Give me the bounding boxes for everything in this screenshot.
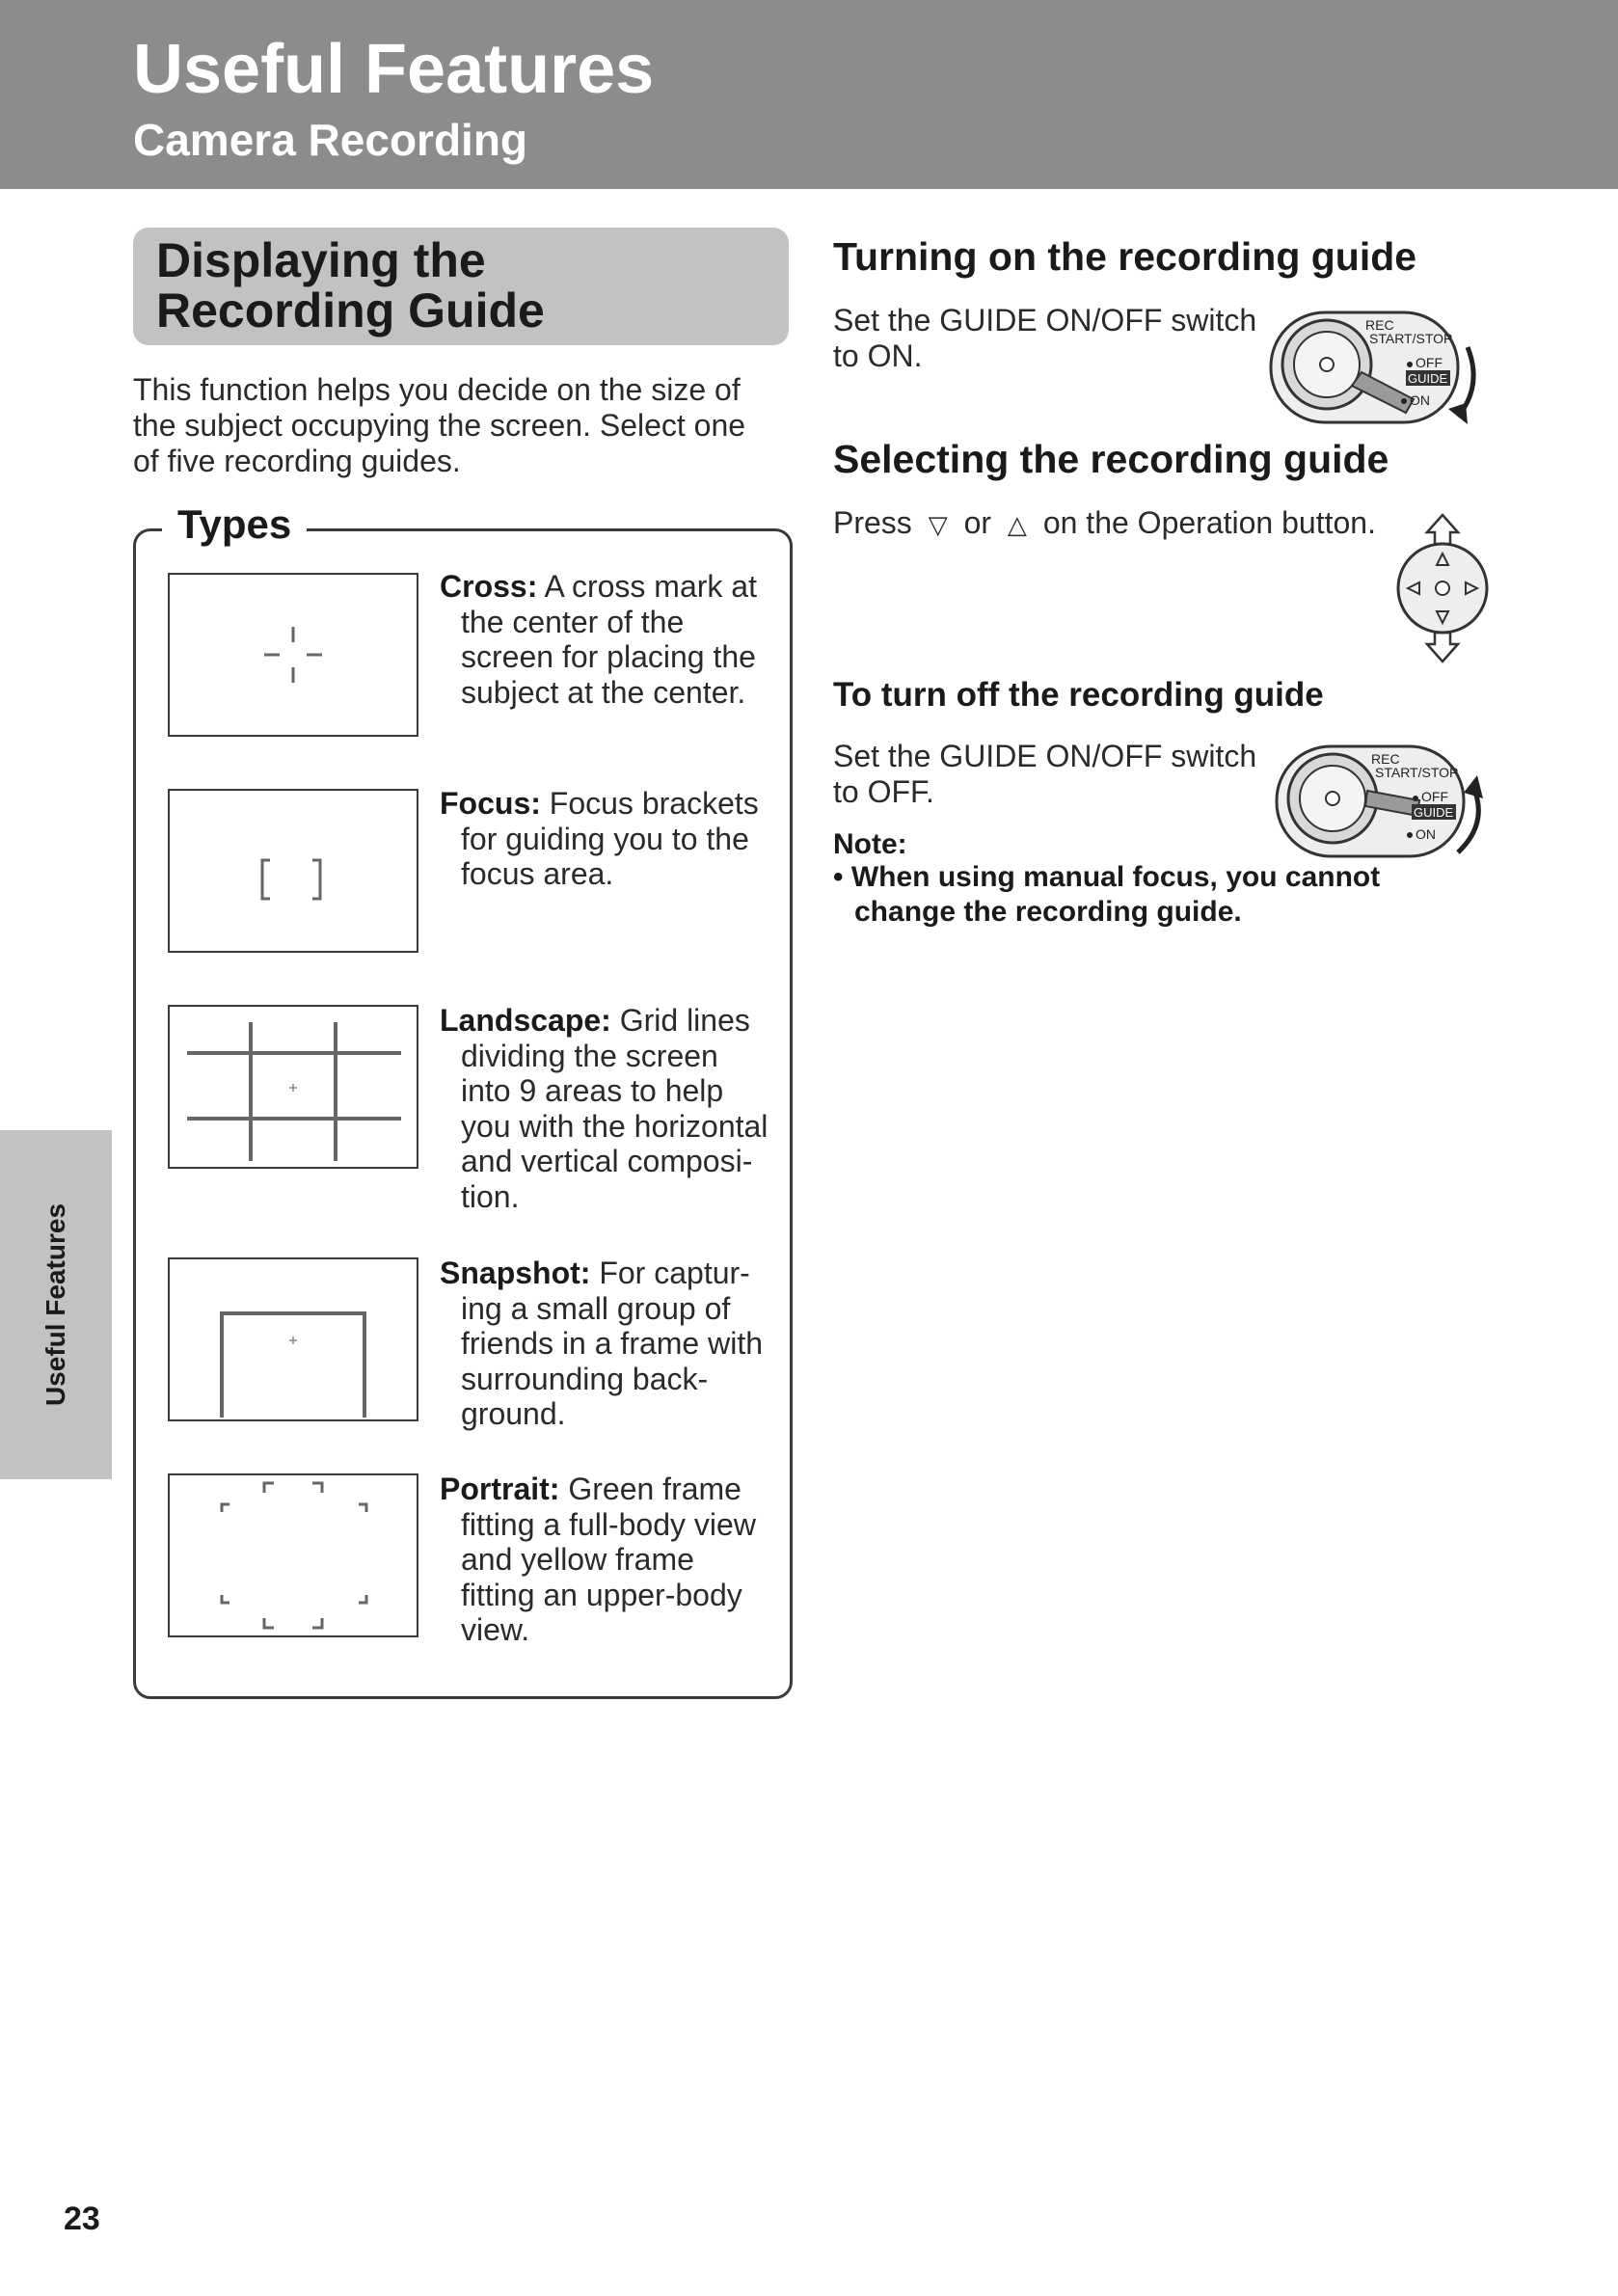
operation-button-diagram: [1394, 511, 1491, 665]
portrait-guide-illustration: [168, 1473, 418, 1637]
up-symbol-icon: △: [1007, 510, 1027, 539]
rec-label: REC: [1371, 751, 1400, 767]
note-item: [833, 860, 1392, 930]
snapshot-frame-icon: [170, 1259, 417, 1419]
select-heading: Selecting the recording guide: [833, 437, 1389, 481]
guide-label: GUIDE: [1414, 805, 1454, 820]
portrait-frame-icon: [170, 1475, 417, 1635]
page-header: [0, 0, 1618, 189]
turn-off-heading: To turn off the recording guide: [833, 676, 1324, 714]
off-label: OFF: [1416, 355, 1443, 370]
turn-off-line: to OFF.: [833, 774, 934, 809]
side-tab-label: Useful Features: [40, 1202, 70, 1407]
landscape-line: dividing the screen: [461, 1038, 718, 1073]
cross-line: the center of the: [461, 604, 685, 639]
page-number: 23: [64, 2201, 100, 2237]
or-word: or: [963, 505, 992, 540]
note-title: Note:: [833, 828, 907, 860]
snapshot-line: For captur-: [599, 1256, 750, 1290]
select-suffix: on the Operation button.: [1042, 505, 1376, 540]
start-stop-label: START/STOP: [1375, 765, 1459, 780]
focus-line: Focus brackets: [549, 786, 759, 821]
turn-off-text: [833, 739, 1267, 810]
portrait-line: and yellow frame: [461, 1542, 694, 1577]
intro-line: This function helps you decide on the size of: [133, 372, 741, 407]
portrait-line: Green frame: [568, 1472, 742, 1506]
snapshot-guide-illustration: [168, 1257, 418, 1421]
types-label: Types: [162, 500, 307, 550]
portrait-line: fitting a full-body view: [461, 1506, 756, 1542]
snapshot-line: surrounding back-: [461, 1361, 709, 1396]
side-tab: [0, 1130, 112, 1479]
turn-on-heading: Turning on the recording guide: [833, 234, 1417, 279]
off-label: OFF: [1421, 789, 1448, 804]
guide-switch-on-diagram: [1269, 309, 1495, 428]
note-line: change the recording guide.: [854, 896, 1242, 928]
focus-description: [440, 786, 777, 892]
turn-on-text: [833, 303, 1267, 374]
start-stop-label: START/STOP: [1369, 331, 1453, 346]
focus-name: Focus:: [440, 786, 541, 821]
intro-line: the subject occupying the screen. Select one: [133, 408, 746, 443]
snapshot-name: Snapshot:: [440, 1256, 591, 1290]
focus-guide-illustration: [168, 789, 418, 953]
landscape-line: you with the horizontal: [461, 1108, 769, 1144]
turn-on-line: to ON.: [833, 338, 923, 373]
header-subtitle: Camera Recording: [133, 115, 528, 165]
cross-line: subject at the center.: [461, 674, 746, 710]
section-title-line2: Recording Guide: [156, 284, 545, 338]
portrait-line: fitting an upper-body: [461, 1577, 742, 1612]
landscape-line: tion.: [461, 1178, 520, 1214]
portrait-description: [440, 1472, 777, 1648]
turn-on-line: Set the GUIDE ON/OFF switch: [833, 303, 1257, 338]
section-banner: [133, 228, 789, 345]
intro-paragraph: [133, 372, 798, 479]
cross-name: Cross:: [440, 569, 538, 604]
cross-guide-illustration: [168, 573, 418, 737]
guide-label: GUIDE: [1408, 371, 1448, 386]
turn-off-line: Set the GUIDE ON/OFF switch: [833, 739, 1257, 773]
cross-line: screen for placing the: [461, 639, 756, 674]
portrait-line: view.: [461, 1612, 530, 1647]
landscape-line: into 9 areas to help: [461, 1073, 724, 1108]
guide-switch-off-diagram: [1275, 743, 1500, 862]
bullet-icon: •: [833, 861, 844, 893]
landscape-description: [440, 1003, 777, 1214]
landscape-name: Landscape:: [440, 1003, 611, 1038]
rec-label: REC: [1365, 317, 1394, 333]
on-label: ON: [1416, 826, 1436, 842]
select-text: [833, 505, 1431, 543]
snapshot-line: friends in a frame with: [461, 1326, 764, 1361]
on-label: ON: [1410, 392, 1430, 408]
note-line: When using manual focus, you cannot: [850, 861, 1381, 893]
landscape-guide-illustration: [168, 1005, 418, 1169]
snapshot-line: ing a small group of: [461, 1290, 731, 1326]
intro-line: of five recording guides.: [133, 444, 461, 478]
focus-brackets-icon: [170, 791, 417, 951]
snapshot-line: ground.: [461, 1396, 566, 1431]
portrait-name: Portrait:: [440, 1472, 560, 1506]
section-title-line1: Displaying the: [156, 233, 486, 287]
cross-mark-icon: [170, 575, 417, 735]
landscape-line: Grid lines: [619, 1003, 750, 1038]
landscape-grid-icon: [170, 1007, 417, 1167]
press-word: Press: [833, 505, 912, 540]
snapshot-description: [440, 1256, 777, 1432]
cross-line: A cross mark at: [544, 569, 757, 604]
landscape-line: and vertical composi-: [461, 1144, 753, 1178]
down-symbol-icon: ▽: [928, 510, 948, 539]
focus-line: for guiding you to the: [461, 821, 749, 856]
focus-line: focus area.: [461, 856, 614, 891]
section-title: [156, 235, 545, 336]
cross-description: [440, 569, 777, 710]
header-title: Useful Features: [133, 31, 655, 108]
